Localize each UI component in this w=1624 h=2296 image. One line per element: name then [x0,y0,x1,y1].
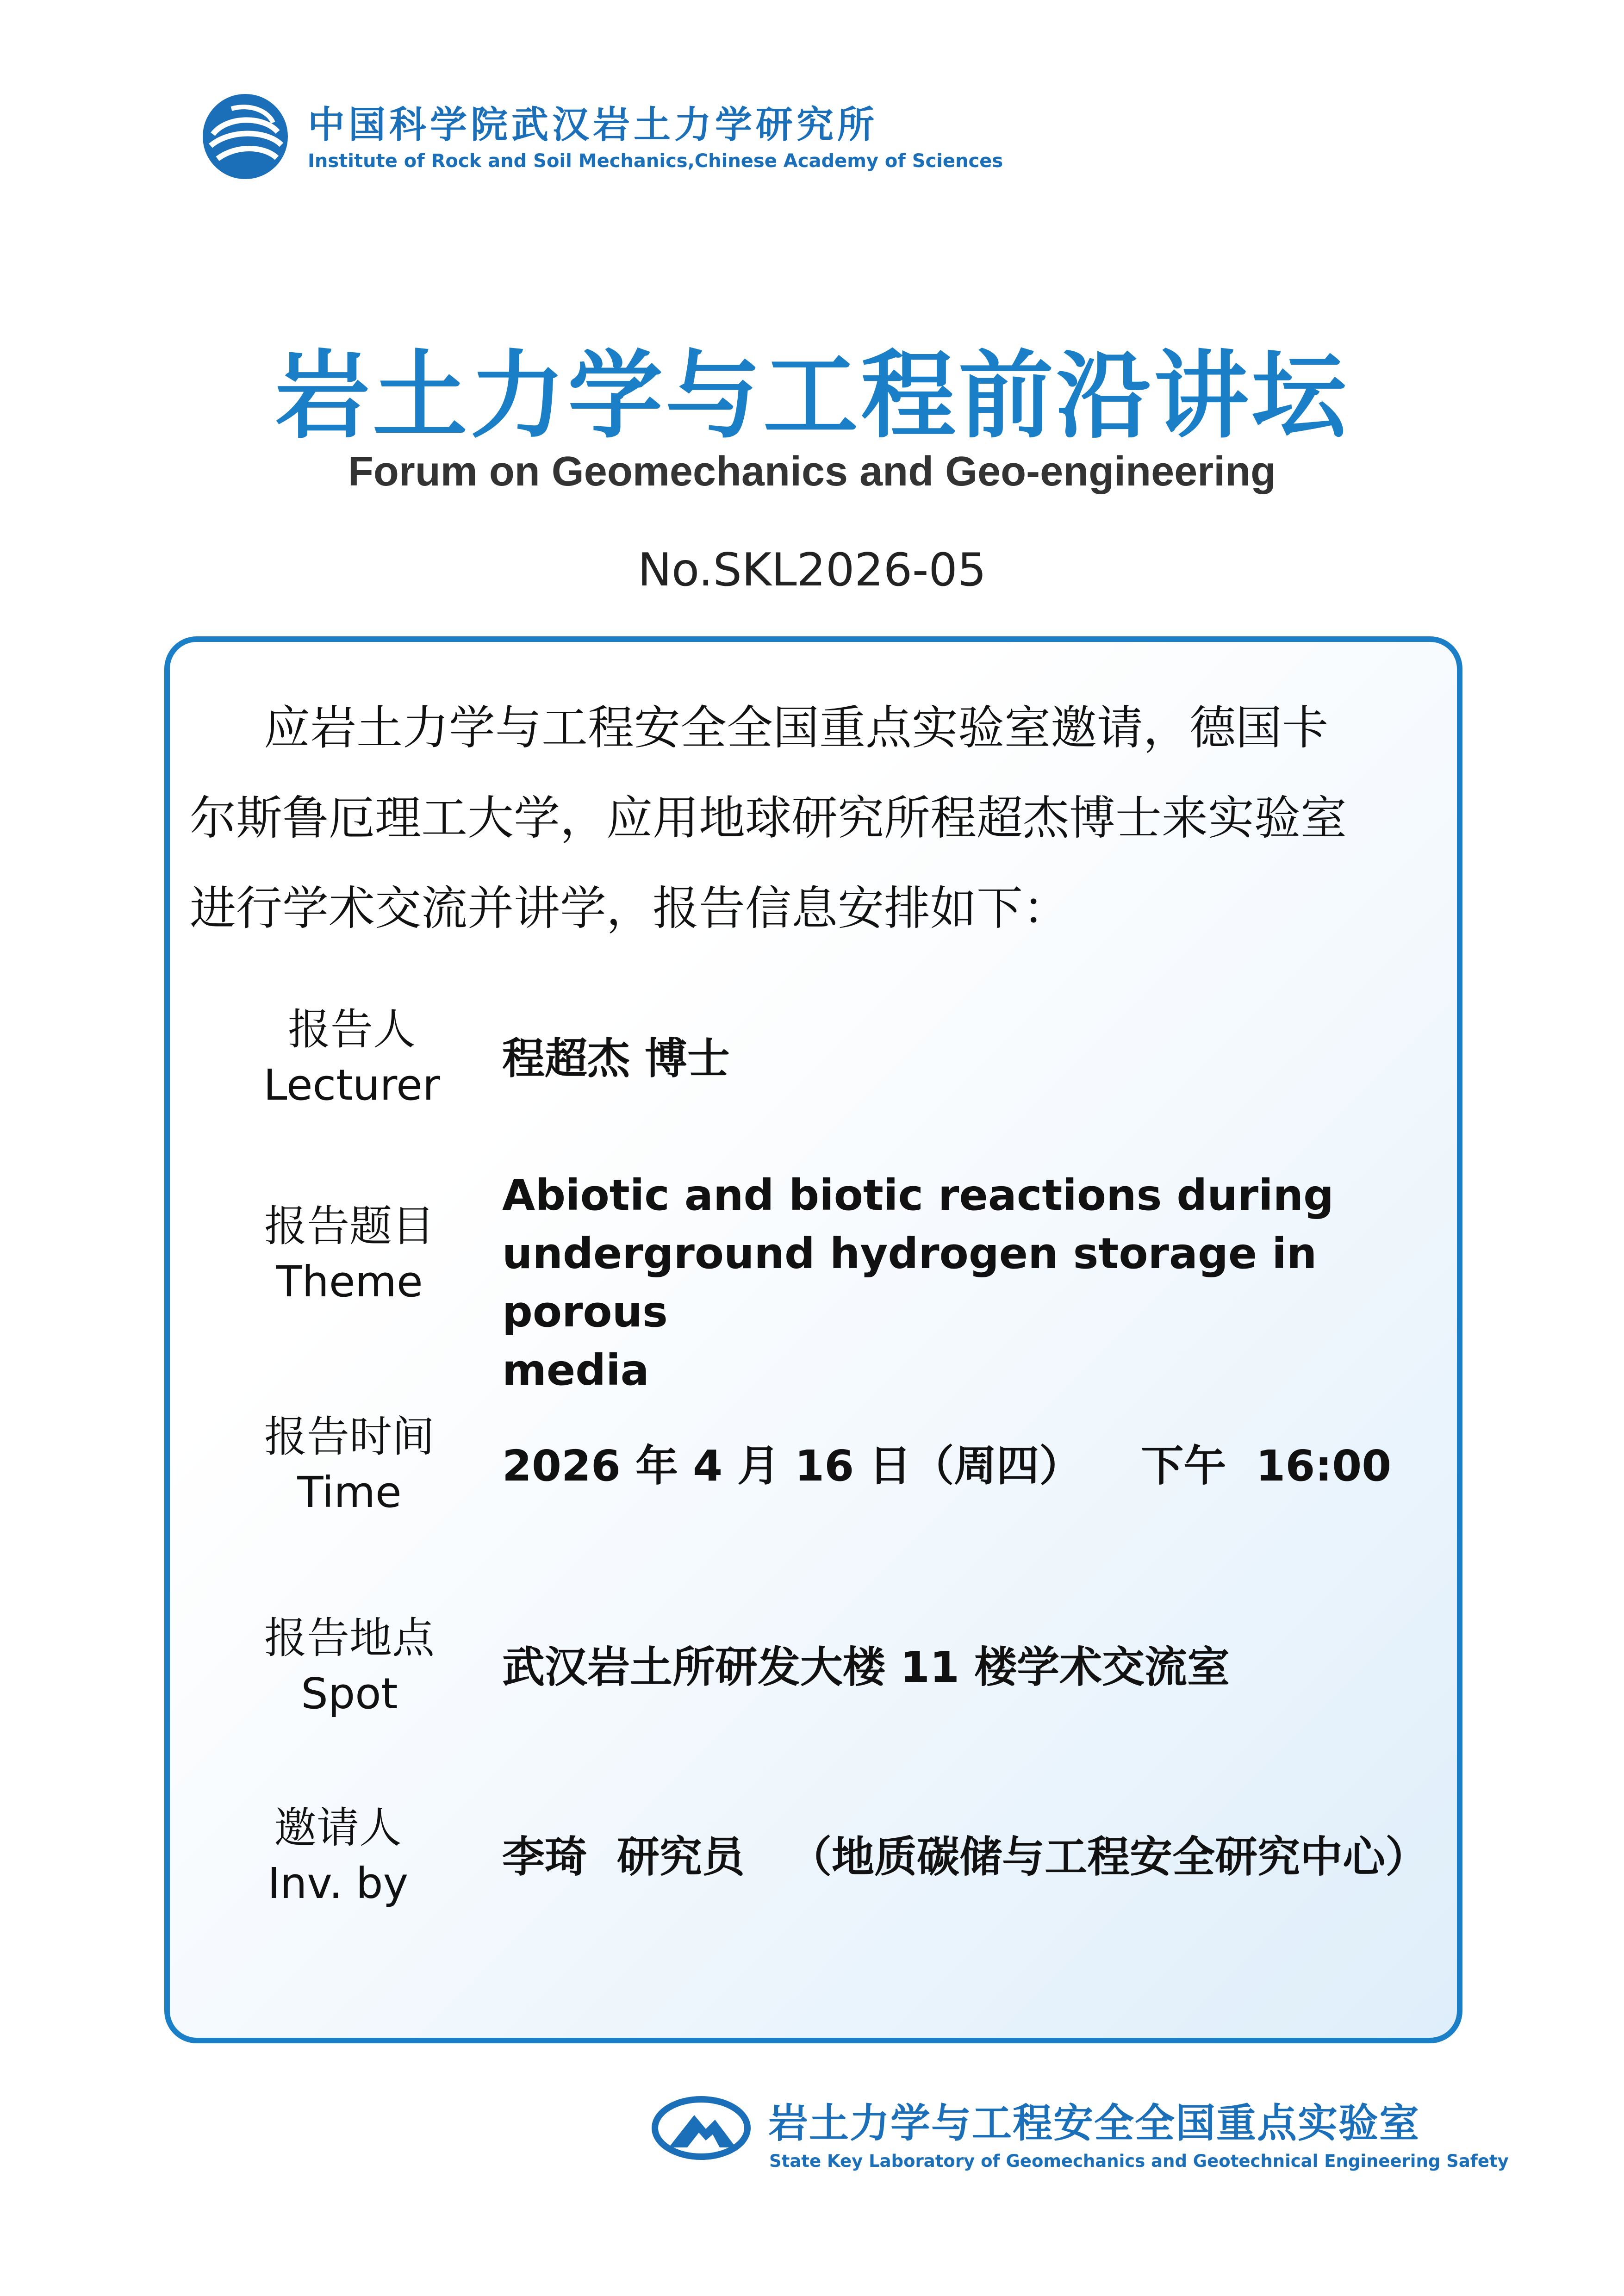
forum-title-cn: 岩土力学与工程前沿讲坛 [275,341,1349,451]
theme-label-en: Theme [276,1257,423,1307]
inviter-label-en: Inv. by [267,1859,409,1908]
forum-number: No.SKL2026-05 [637,544,987,597]
time-label-cn: 报告时间 [264,1412,435,1462]
theme-value [502,1166,1428,1400]
lecturer-label-cn: 报告人 [287,1005,416,1054]
time-label-en: Time [297,1468,402,1517]
inviter-value: 李琦 研究员 （地质碳储与工程安全研究中心） [502,1832,1428,1882]
lab-name-cn: 岩土力学与工程安全全国重点实验室 [768,2100,1420,2147]
lecturer-label-en: Lecturer [263,1060,440,1110]
institute-logo-icon [199,90,292,183]
intro-line-1: 应岩土力学与工程安全全国重点实验室邀请，德国卡 [264,701,1328,755]
spot-label [234,1611,465,1722]
lecturer-value: 程超杰 博士 [502,1034,730,1083]
spot-label-en: Spot [301,1669,398,1718]
theme-value-line-2: underground hydrogen storage in porous [502,1229,1317,1337]
inviter-label-cn: 邀请人 [274,1803,402,1853]
lecturer-label [236,1002,467,1113]
theme-label [234,1199,465,1310]
theme-value-line-3: media [502,1345,649,1395]
forum-title-en: Forum on Geomechanics and Geo-engineering [348,448,1276,495]
theme-label-cn: 报告题目 [264,1201,435,1251]
intro-line-2: 尔斯鲁厄理工大学，应用地球研究所程超杰博士来实验室 [190,791,1347,845]
intro-line-3: 进行学术交流并讲学，报告信息安排如下： [190,881,1069,935]
spot-value: 武汉岩土所研发大楼 11 楼学术交流室 [502,1643,1230,1692]
theme-value-line-1: Abiotic and biotic reactions during [502,1170,1334,1220]
time-value: 2026 年 4 月 16 日（周四） 下午 16:00 [502,1441,1392,1491]
lab-name-en: State Key Laboratory of Geomechanics and Geotechnical Engineering Safety [769,2151,1509,2171]
intro-paragraph [190,683,1439,953]
inviter-label [222,1800,454,1911]
time-label [234,1409,465,1520]
institute-name-cn: 中国科学院武汉岩土力学研究所 [308,103,878,146]
spot-label-cn: 报告地点 [264,1613,435,1663]
institute-name-en: Institute of Rock and Soil Mechanics,Chinese Academy of Sciences [308,150,1003,172]
lab-logo-icon [650,2092,752,2161]
